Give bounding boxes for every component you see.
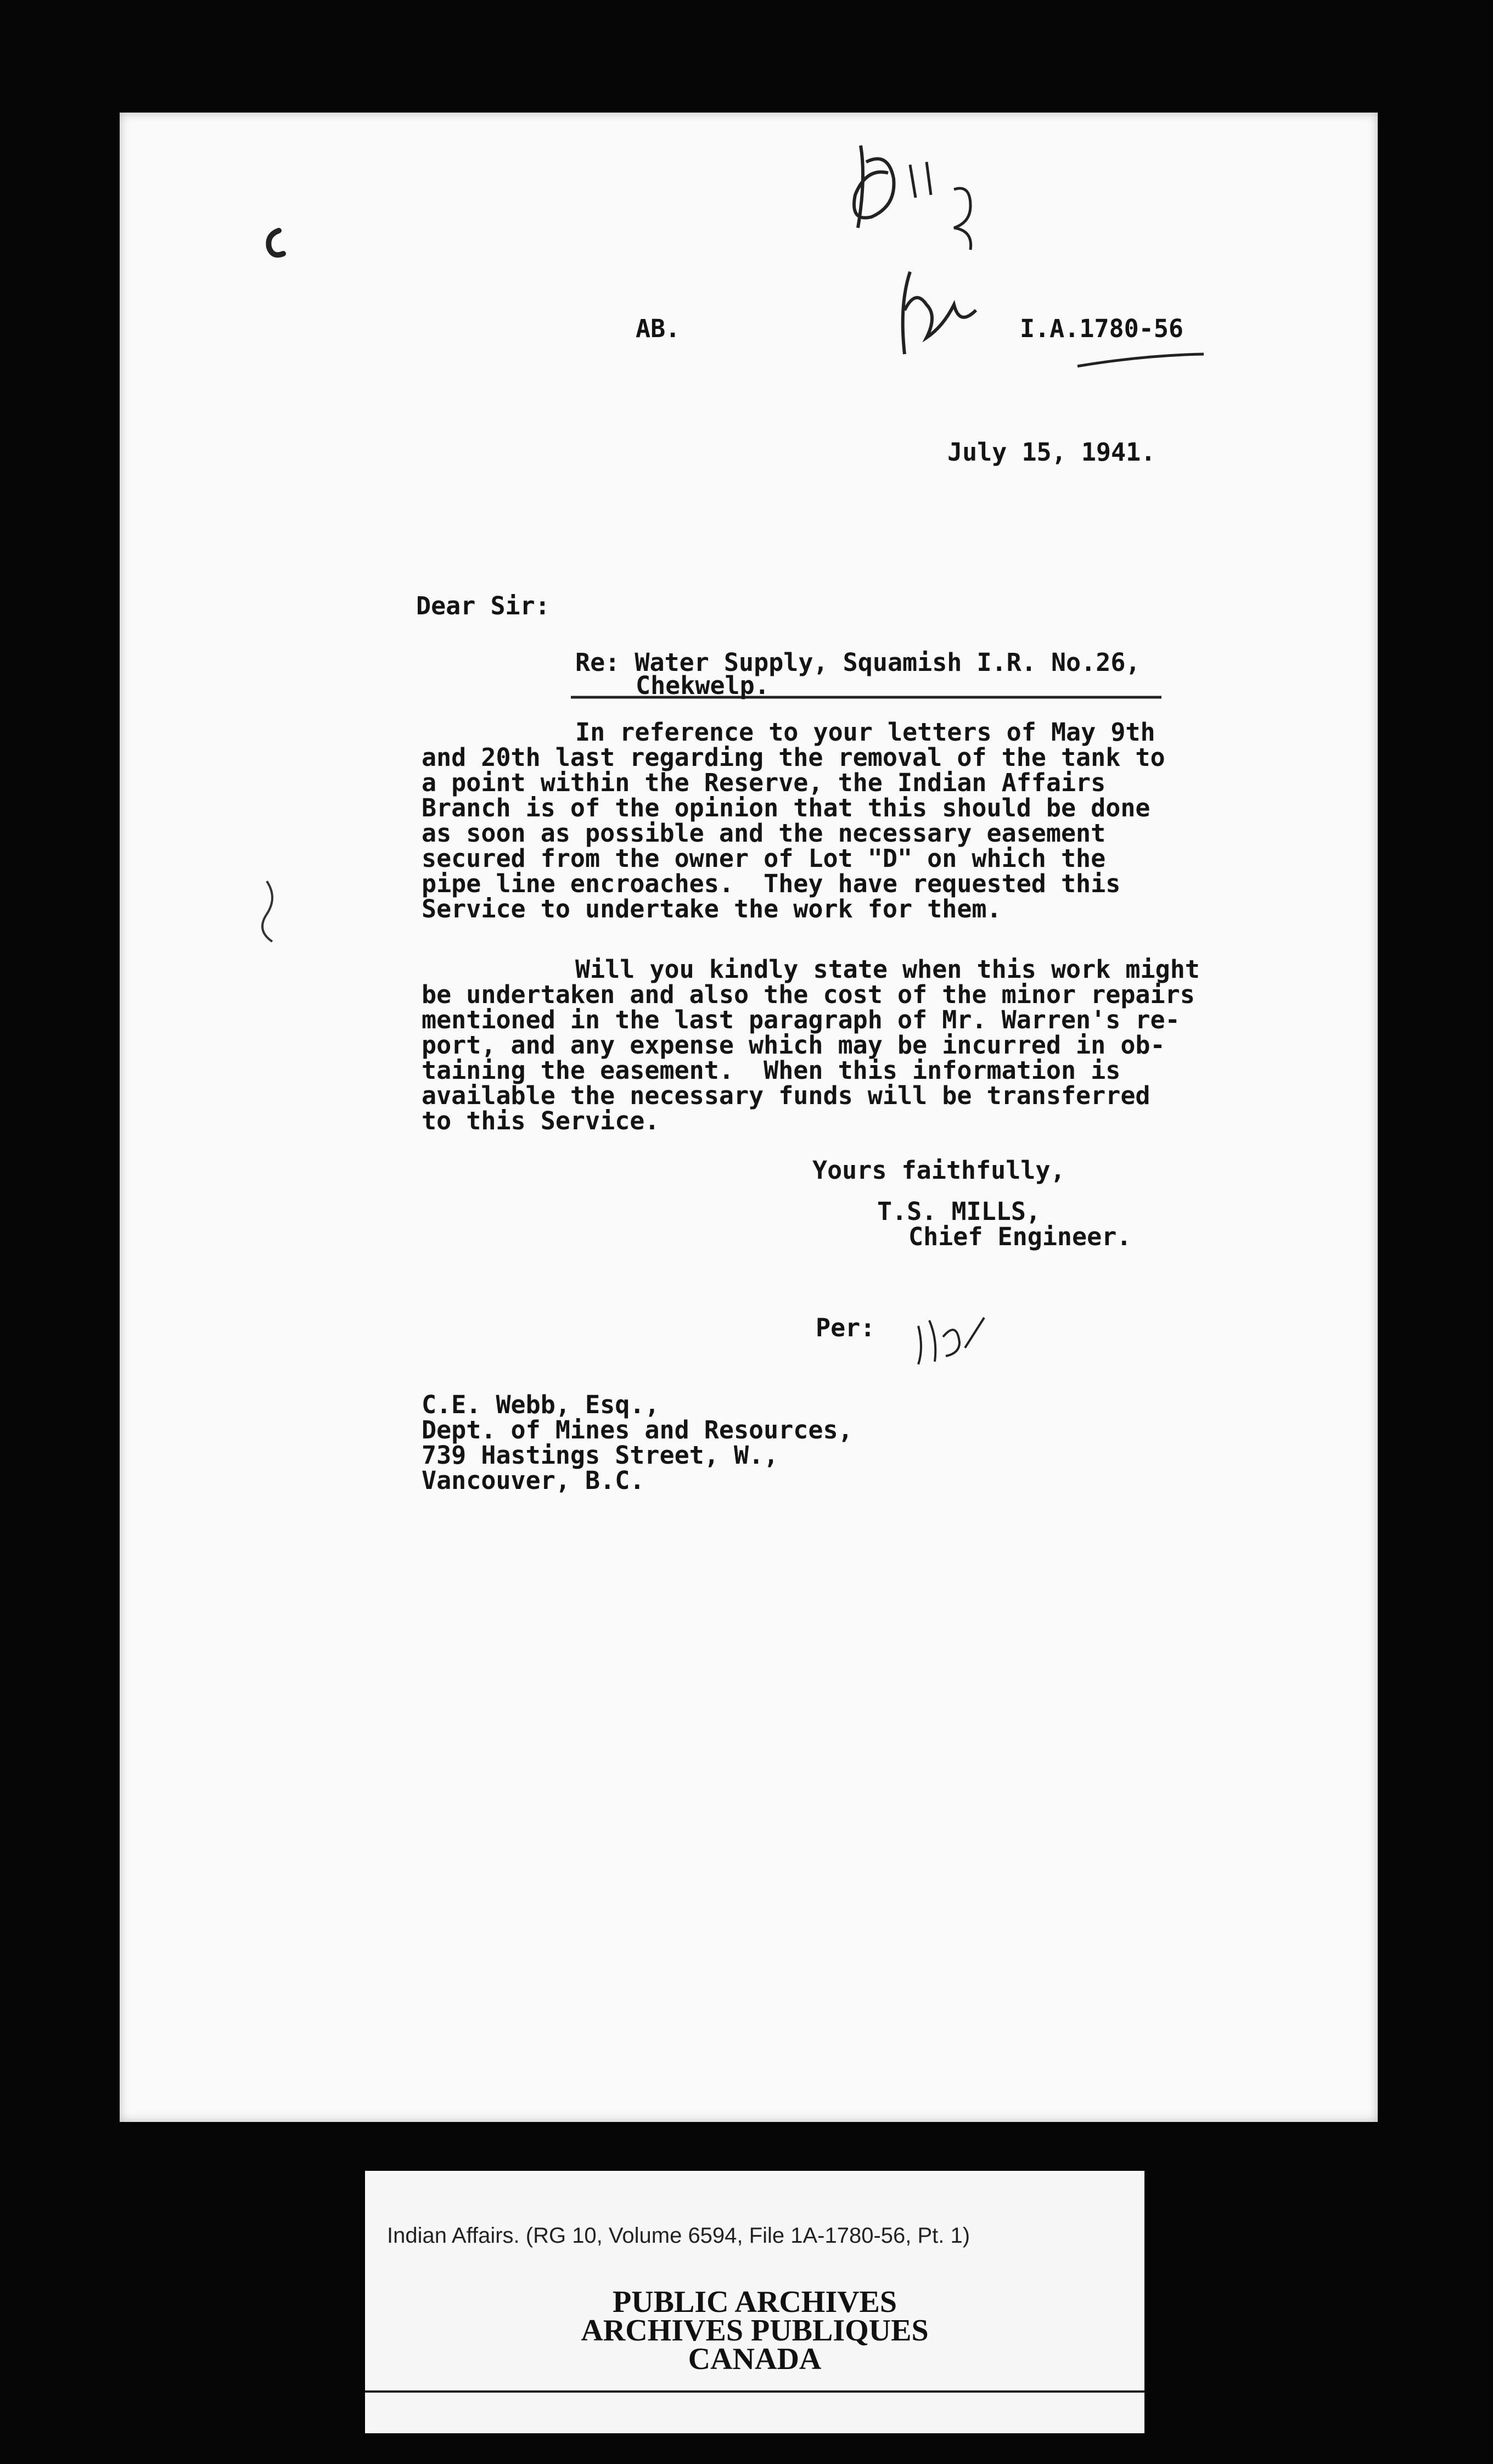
address-line: 739 Hastings Street, W., — [422, 1441, 779, 1470]
signatory-title: Chief Engineer. — [908, 1222, 1132, 1251]
paragraph-line: port, and any expense which may be incurred in ob- — [422, 1031, 1165, 1060]
initials: AB. — [636, 314, 681, 343]
file-reference: I.A.1780-56 — [1020, 314, 1184, 343]
paragraph-line: be undertaken and also the cost of the minor repairs — [422, 980, 1195, 1009]
subject-line-1: Re: Water Supply, Squamish I.R. No.26, — [575, 648, 1141, 677]
paragraph-line: as soon as possible and the necessary easement — [422, 819, 1106, 848]
archive-line-1: PUBLIC ARCHIVES — [612, 2285, 897, 2319]
handwritten-annotations — [120, 113, 1378, 2122]
per-label: Per: — [816, 1313, 875, 1342]
subject-line-2: Chekwelp. — [636, 671, 770, 700]
letter-sheet — [120, 113, 1378, 2122]
paragraph-line: Service to undertake the work for them. — [422, 894, 1002, 923]
letter-date: July 15, 1941. — [947, 438, 1156, 467]
label-bottom-rule — [365, 2390, 1144, 2393]
signatory-name: T.S. MILLS, — [877, 1197, 1041, 1226]
paragraph-line: pipe line encroaches. They have requested this — [422, 869, 1121, 898]
archive-reference: Indian Affairs. (RG 10, Volume 6594, File 1A-1780-56, Pt. 1) — [387, 2224, 970, 2248]
paragraph-line: mentioned in the last paragraph of Mr. Warren's re- — [422, 1005, 1180, 1034]
archive-label — [365, 2171, 1144, 2433]
address-line: Vancouver, B.C. — [422, 1466, 645, 1495]
address-line: Dept. of Mines and Resources, — [422, 1415, 853, 1444]
address-line: C.E. Webb, Esq., — [422, 1390, 660, 1419]
paragraph-line: In reference to your letters of May 9th — [575, 718, 1155, 747]
paragraph-line: Branch is of the opinion that this should be done — [422, 793, 1150, 822]
paragraph-line: secured from the owner of Lot "D" on which the — [422, 844, 1106, 873]
salutation: Dear Sir: — [416, 591, 550, 620]
closing: Yours faithfully, — [812, 1156, 1065, 1185]
paragraph-line: to this Service. — [422, 1106, 660, 1135]
paragraph-line: taining the easement. When this information is — [422, 1056, 1121, 1085]
paragraph-line: Will you kindly state when this work might — [575, 955, 1200, 984]
paragraph-line: a point within the Reserve, the Indian Affairs — [422, 768, 1106, 797]
archive-line-3: CANADA — [688, 2342, 822, 2376]
paragraph-line: and 20th last regarding the removal of the tank to — [422, 743, 1165, 772]
archive-line-2: ARCHIVES PUBLIQUES — [581, 2314, 929, 2348]
paragraph-line: available the necessary funds will be transferred — [422, 1081, 1150, 1110]
